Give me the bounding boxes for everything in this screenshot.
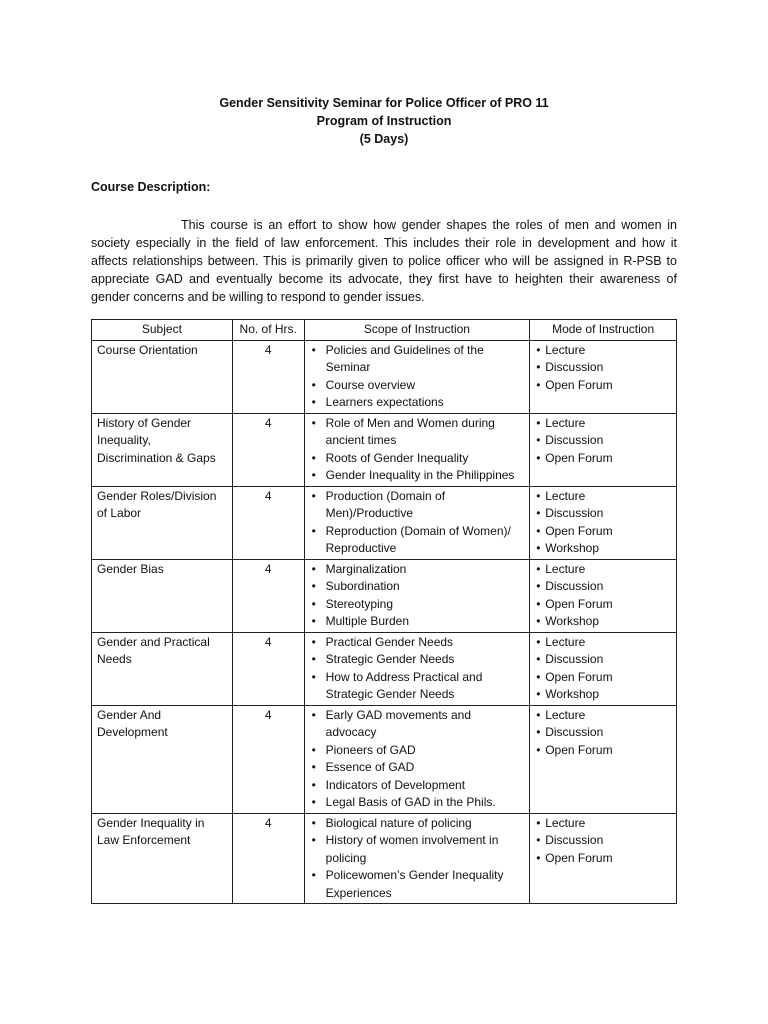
hours-cell: 4 — [232, 340, 304, 413]
scope-item: • Legal Basis of GAD in the Phils. — [326, 794, 525, 812]
scope-item: • Policies and Guidelines of the Seminar — [326, 342, 525, 377]
document-duration: (5 Days) — [359, 132, 409, 146]
mode-list — [535, 707, 671, 760]
scope-item: • History of women involvement in policing — [326, 832, 525, 867]
subject-cell: Course Orientation — [92, 340, 233, 413]
mode-item: • Lecture — [545, 707, 671, 725]
mode-list — [535, 561, 671, 631]
header-subject: Subject — [92, 320, 233, 341]
scope-item: • Gender Inequality in the Philippines — [326, 467, 525, 485]
scope-list — [310, 561, 525, 631]
hours-cell: 4 — [232, 813, 304, 904]
scope-cell — [304, 813, 530, 904]
scope-item: • Stereotyping — [326, 596, 525, 614]
scope-item: • Strategic Gender Needs — [326, 651, 525, 669]
hours-cell: 4 — [232, 486, 304, 559]
mode-item: • Lecture — [545, 342, 671, 360]
course-description-text: This course is an effort to show how gender shapes the roles of men and women in society especially in the field of law enforcement. This includes their role in development and how it affects relationships between. This is primarily given to police officer who will be assigned in R-PSB to appreciate GAD and eventually become its advocate, they first have to heighten their awareness of gender concerns and be willing to respond to gender issues. — [91, 218, 677, 304]
scope-item: • Indicators of Development — [326, 777, 525, 795]
mode-cell — [530, 813, 677, 904]
scope-list — [310, 415, 525, 485]
mode-item: • Discussion — [545, 651, 671, 669]
mode-item: • Open Forum — [545, 742, 671, 760]
scope-item: • Learners expectations — [326, 394, 525, 412]
scope-item: • Essence of GAD — [326, 759, 525, 777]
mode-item: • Discussion — [545, 578, 671, 596]
document-title-block — [0, 94, 768, 148]
course-description-heading: Course Description: — [91, 180, 211, 194]
mode-item: • Lecture — [545, 634, 671, 652]
scope-item: • Subordination — [326, 578, 525, 596]
mode-cell — [530, 705, 677, 813]
mode-item: • Open Forum — [545, 596, 671, 614]
mode-item: • Discussion — [545, 505, 671, 523]
mode-cell — [530, 632, 677, 705]
mode-list — [535, 634, 671, 704]
mode-list — [535, 342, 671, 395]
mode-cell — [530, 486, 677, 559]
mode-item: • Open Forum — [545, 850, 671, 868]
mode-item: • Workshop — [545, 540, 671, 558]
scope-item: • Practical Gender Needs — [326, 634, 525, 652]
mode-item: • Open Forum — [545, 523, 671, 541]
scope-cell — [304, 705, 530, 813]
scope-list — [310, 707, 525, 812]
mode-item: • Open Forum — [545, 669, 671, 687]
table-row — [92, 813, 677, 904]
subject-cell: Gender Bias — [92, 559, 233, 632]
subject-cell: Gender And Development — [92, 705, 233, 813]
mode-cell — [530, 340, 677, 413]
mode-item: • Workshop — [545, 686, 671, 704]
hours-cell: 4 — [232, 705, 304, 813]
table-header-row — [92, 320, 677, 341]
hours-cell: 4 — [232, 559, 304, 632]
mode-list — [535, 488, 671, 558]
mode-item: • Discussion — [545, 359, 671, 377]
table-row — [92, 340, 677, 413]
mode-item: • Lecture — [545, 488, 671, 506]
scope-item: • Multiple Burden — [326, 613, 525, 631]
scope-cell — [304, 559, 530, 632]
scope-cell — [304, 340, 530, 413]
mode-item: • Open Forum — [545, 377, 671, 395]
scope-item: • Pioneers of GAD — [326, 742, 525, 760]
scope-cell — [304, 486, 530, 559]
scope-item: • Role of Men and Women during ancient times — [326, 415, 525, 450]
subject-cell: Gender Roles/Division of Labor — [92, 486, 233, 559]
scope-item: • Early GAD movements and advocacy — [326, 707, 525, 742]
scope-item: • Policewomen’s Gender Inequality Experiences — [326, 867, 525, 902]
table-body — [92, 340, 677, 904]
scope-cell — [304, 632, 530, 705]
mode-item: • Discussion — [545, 432, 671, 450]
subject-cell: Gender Inequality in Law Enforcement — [92, 813, 233, 904]
mode-item: • Workshop — [545, 613, 671, 631]
mode-item: • Lecture — [545, 415, 671, 433]
table-row — [92, 413, 677, 486]
table-row — [92, 705, 677, 813]
mode-item: • Discussion — [545, 832, 671, 850]
mode-item: • Lecture — [545, 815, 671, 833]
scope-cell — [304, 413, 530, 486]
scope-list — [310, 342, 525, 412]
hours-cell: 4 — [232, 632, 304, 705]
hours-cell: 4 — [232, 413, 304, 486]
mode-cell — [530, 559, 677, 632]
mode-list — [535, 815, 671, 868]
scope-item: • Reproduction (Domain of Women)/ Reproductive — [326, 523, 525, 558]
scope-item: • Course overview — [326, 377, 525, 395]
mode-list — [535, 415, 671, 468]
mode-cell — [530, 413, 677, 486]
mode-item: • Discussion — [545, 724, 671, 742]
header-scope: Scope of Instruction — [304, 320, 530, 341]
scope-item: • Marginalization — [326, 561, 525, 579]
mode-item: • Open Forum — [545, 450, 671, 468]
header-mode: Mode of Instruction — [530, 320, 677, 341]
subject-cell: Gender and Practical Needs — [92, 632, 233, 705]
table-row — [92, 632, 677, 705]
table-row — [92, 486, 677, 559]
scope-list — [310, 815, 525, 903]
scope-item: • How to Address Practical and Strategic Gender Needs — [326, 669, 525, 704]
program-of-instruction-table — [91, 319, 677, 904]
scope-list — [310, 488, 525, 558]
scope-item: • Biological nature of policing — [326, 815, 525, 833]
scope-list — [310, 634, 525, 704]
header-hours: No. of Hrs. — [232, 320, 304, 341]
document-title: Gender Sensitivity Seminar for Police Officer of PRO 11 — [219, 96, 549, 110]
document-subtitle: Program of Instruction — [316, 114, 452, 128]
subject-cell: History of Gender Inequality, Discrimination & Gaps — [92, 413, 233, 486]
scope-item: • Roots of Gender Inequality — [326, 450, 525, 468]
mode-item: • Lecture — [545, 561, 671, 579]
table-row — [92, 559, 677, 632]
scope-item: • Production (Domain of Men)/Productive — [326, 488, 525, 523]
